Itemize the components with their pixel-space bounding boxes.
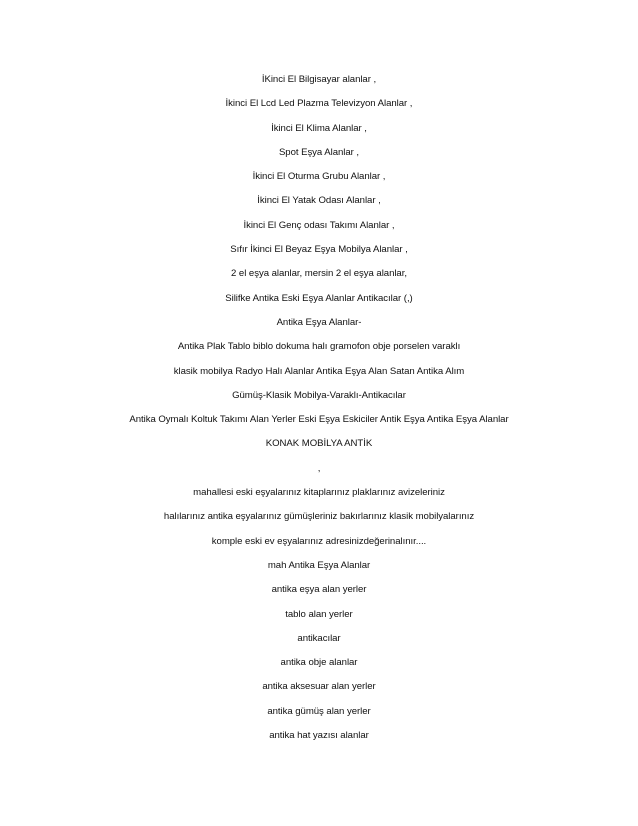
text-line: antikacılar — [297, 632, 341, 644]
text-line: antika gümüş alan yerler — [267, 705, 371, 717]
text-line: Antika Oymalı Koltuk Takımı Alan Yerler Eski Eşya Eskiciler Antik Eşya Antika Eşya Alanlar — [129, 414, 509, 426]
text-line: Antika Plak Tablo biblo dokuma halı gramofon obje porselen varaklı — [177, 341, 461, 353]
text-line: Spot Eşya Alanlar , — [278, 146, 360, 158]
text-line: halılarınız antika eşyalarınız gümüşleriniz bakırlarınız klasik mobilyalarınız — [163, 511, 475, 523]
text-line: , — [317, 462, 321, 474]
text-line: antika aksesuar alan yerler — [262, 681, 376, 693]
text-line: mah Antika Eşya Alanlar — [267, 559, 371, 571]
text-line: Gümüş-Klasik Mobilya-Varaklı-Antikacılar — [232, 389, 406, 401]
text-lines — [0, 68, 638, 748]
text-line: İkinci El Oturma Grubu Alanlar , — [252, 171, 386, 183]
text-line: Silifke Antika Eski Eşya Alanlar Antikacılar (,) — [225, 292, 413, 304]
text-line: İKinci El Bilgisayar alanlar , — [261, 74, 377, 85]
text-line: antika obje alanlar — [280, 657, 358, 669]
text-line: antika hat yazısı alanlar — [269, 730, 369, 742]
text-line: KONAK MOBİLYA ANTİK — [265, 438, 373, 450]
text-line: İkinci El Genç odası Takımı Alanlar , — [243, 219, 395, 231]
text-line: antika eşya alan yerler — [271, 584, 367, 596]
text-line: İkinci El Lcd Led Plazma Televizyon Alanlar , — [225, 98, 413, 110]
text-line: İkinci El Yatak Odası Alanlar , — [257, 195, 381, 207]
text-line: İkinci El Klima Alanlar , — [271, 122, 367, 134]
text-line: klasik mobilya Radyo Halı Alanlar Antika Eşya Alan Satan Antika Alım — [173, 365, 465, 377]
text-line: mahallesi eski eşyalarınız kitaplarınız plaklarınız avizeleriniz — [193, 487, 445, 499]
text-line: Antika Eşya Alanlar- — [276, 316, 362, 328]
text-line: komple eski ev eşyalarınız adresinizdeğerinalınır.... — [211, 535, 427, 547]
text-line: tablo alan yerler — [285, 608, 353, 620]
text-line: 2 el eşya alanlar, mersin 2 el eşya alanlar, — [231, 268, 407, 280]
text-line: Sıfır İkinci El Beyaz Eşya Mobilya Alanlar , — [230, 244, 408, 256]
